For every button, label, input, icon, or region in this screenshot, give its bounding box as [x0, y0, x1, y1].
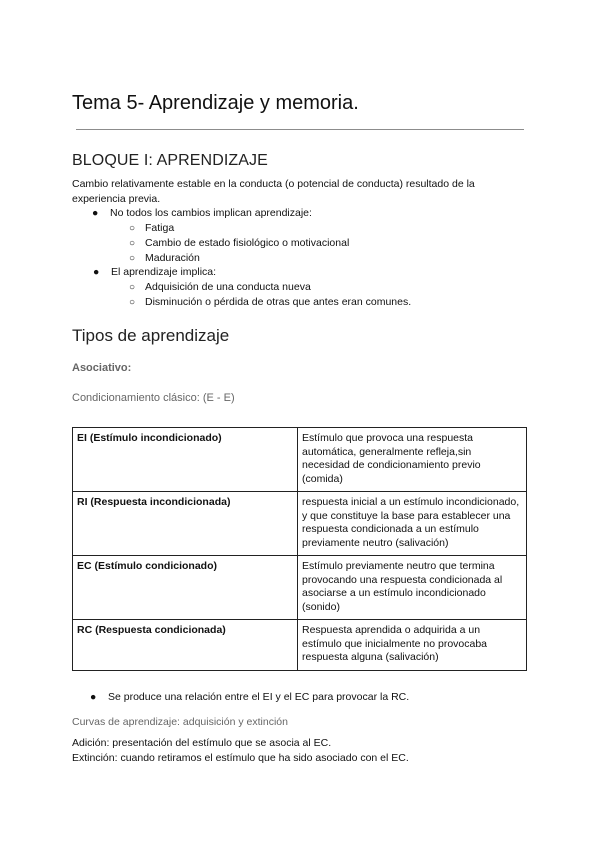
list-item — [129, 280, 411, 295]
definitions-table — [72, 427, 527, 671]
subheading-condicionamiento: Condicionamiento clásico: (E - E) — [72, 392, 235, 404]
bullet-list-2 — [93, 265, 217, 280]
table-row — [73, 620, 527, 671]
subheading-curvas: Curvas de aprendizaje: adquisición y extinción — [72, 716, 288, 728]
page-title: Tema 5- Aprendizaje y memoria. — [72, 92, 359, 114]
bullet-list-1 — [92, 206, 312, 221]
table-cell-term: EI (Estímulo incondicionado) — [73, 428, 298, 492]
hollow-bullet-icon: ○ — [129, 238, 136, 249]
sub-list-1 — [129, 221, 350, 266]
list-item — [129, 295, 412, 310]
sub-list-2 — [129, 280, 412, 310]
bullet-icon: ● — [93, 266, 100, 278]
list-item — [90, 690, 410, 705]
bullet-icon: ● — [92, 207, 99, 219]
list-item — [92, 206, 312, 221]
table-cell-term: RC (Respuesta condicionada) — [73, 620, 298, 671]
table-cell-description: Respuesta aprendida o adquirida a un estímulo que inicialmente no provocaba respuesta alguna (salivación) — [298, 620, 527, 671]
horizontal-divider — [76, 129, 524, 130]
list-item — [129, 221, 349, 236]
list-item-text: Se produce una relación entre el EI y el EC para provocar la RC. — [108, 691, 410, 703]
conclusion-list — [90, 690, 410, 705]
section-heading-tipos: Tipos de aprendizaje — [72, 326, 230, 345]
list-item-text: Fatiga — [145, 222, 175, 234]
table-cell-term: EC (Estímulo condicionado) — [73, 556, 298, 620]
table-row — [73, 428, 527, 492]
table-cell-term: RI (Respuesta incondicionada) — [73, 492, 298, 556]
paragraph-extincion: Extinción: cuando retiramos el estímulo que ha sido asociado con el EC. — [72, 752, 409, 764]
subheading-asociativo: Asociativo: — [72, 362, 132, 374]
table-cell-description: Estímulo que provoca una respuesta automática, generalmente refleja,sin necesidad de condicionamiento previo (comida) — [298, 428, 527, 492]
paragraph-adicion: Adición: presentación del estímulo que se asocia al EC. — [72, 737, 332, 749]
list-item-text: No todos los cambios implican aprendizaje: — [110, 207, 312, 219]
list-item — [129, 236, 350, 251]
table-row — [73, 492, 527, 556]
list-item — [93, 265, 217, 280]
list-item-text: Disminución o pérdida de otras que antes eran comunes. — [145, 296, 412, 308]
table-cell-description: Estímulo previamente neutro que termina provocando una respuesta condicionada al asociarse a un estímulo incondicionado (sonido) — [298, 556, 527, 620]
hollow-bullet-icon: ○ — [129, 253, 136, 264]
hollow-bullet-icon: ○ — [129, 282, 136, 293]
list-item — [129, 251, 349, 266]
definition-paragraph: Cambio relativamente estable en la conducta (o potencial de conducta) resultado de la experiencia previa. — [72, 178, 475, 205]
table-cell-description: respuesta inicial a un estímulo incondicionado, y que constituye la base para establecer una respuesta condicionada a un estímulo previamente neutro (salivación) — [298, 492, 527, 556]
hollow-bullet-icon: ○ — [129, 297, 136, 308]
list-item-text: Adquisición de una conducta nueva — [145, 281, 311, 293]
list-item-text: El aprendizaje implica: — [111, 266, 217, 278]
list-item-text: Maduración — [145, 252, 200, 264]
bullet-icon: ● — [90, 691, 97, 703]
section-heading-bloque: BLOQUE I: APRENDIZAJE — [72, 152, 268, 169]
table-row — [73, 556, 527, 620]
list-item-text: Cambio de estado fisiológico o motivacional — [145, 237, 350, 249]
hollow-bullet-icon: ○ — [129, 223, 136, 234]
